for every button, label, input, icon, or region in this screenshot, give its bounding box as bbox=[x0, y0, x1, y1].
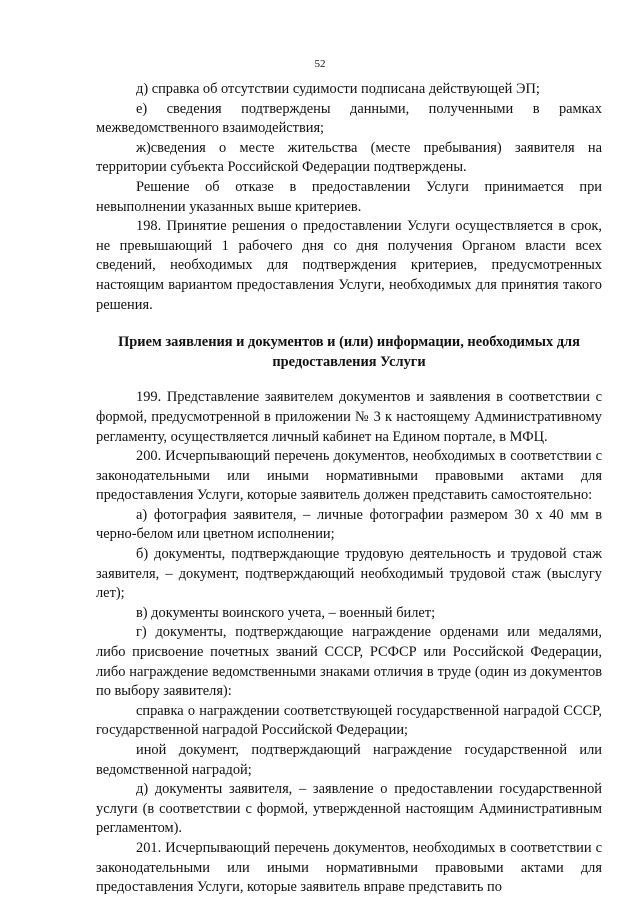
paragraph: справка о награждении соответствующей государственной наградой СССР, государственной наградой Российской Федерации; bbox=[96, 702, 602, 739]
paragraph: Решение об отказе в предоставлении Услуги принимается при невыполнении указанных выше критериев. bbox=[96, 178, 602, 215]
paragraph: д) документы заявителя, – заявление о предоставлении государственной услуги (в соответствии с формой, утвержденной настоящим Административным регламентом). bbox=[96, 781, 602, 837]
paragraph: 199. Представление заявителем документов и заявления в соответствии с формой, предусмотренной в приложении № 3 к настоящему Административному регламенту, осуществляется личный кабинет на Едином портале, в МФЦ. bbox=[96, 389, 602, 445]
paragraph: а) фотография заявителя, – личные фотографии размером 30 х 40 мм в черно-белом или цветном исполнении; bbox=[96, 506, 602, 543]
page-number: 52 bbox=[314, 58, 326, 70]
paragraph: г) документы, подтверждающие награждение орденами или медалями, либо присвоение почетных званий СССР, РСФСР или Российской Федерации, либо награждение ведомственными знаками отличия в труде (один из документов по выбору заявителя): bbox=[96, 624, 602, 700]
paragraph: ж)сведения о месте жительства (месте пребывания) заявителя на территории субъекта Российской Федерации подтверждены. bbox=[96, 139, 602, 176]
paragraph: в) документы воинского учета, – военный билет; bbox=[136, 604, 436, 621]
paragraph: 198. Принятие решения о предоставлении Услуги осуществляется в срок, не превышающий 1 рабочего дня со дня получения Органом власти всех сведений, необходимых для подтверждения критериев, предусмотренных настоящим вариантом предоставления Услуги, необходимых для принятия такого решения. bbox=[96, 218, 602, 313]
document-body bbox=[96, 80, 602, 898]
paragraph: е) сведения подтверждены данными, полученными в рамках межведомственного взаимодействия; bbox=[96, 100, 602, 137]
paragraph: 201. Исчерпывающий перечень документов, необходимых в соответствии с законодательными или иными нормативными правовыми актами для предоставления Услуги, которые заявитель вправе представить по bbox=[96, 839, 602, 896]
paragraph: 200. Исчерпывающий перечень документов, необходимых в соответствии с законодательными или иными нормативными правовыми актами для предоставления Услуги, которые заявитель должен представить самостоятельно: bbox=[96, 448, 602, 504]
section-heading: Прием заявления и документов и (или) информации, необходимых для предоставления Услуги bbox=[118, 334, 580, 370]
paragraph: б) документы, подтверждающие трудовую деятельность и трудовой стаж заявителя, – документ, подтверждающий необходимый трудовой стаж (выслугу лет); bbox=[96, 546, 602, 602]
paragraph: д) справка об отсутствии судимости подписана действующей ЭП; bbox=[136, 81, 540, 97]
paragraph: иной документ, подтверждающий награждение государственной или ведомственной наградой; bbox=[96, 742, 602, 778]
